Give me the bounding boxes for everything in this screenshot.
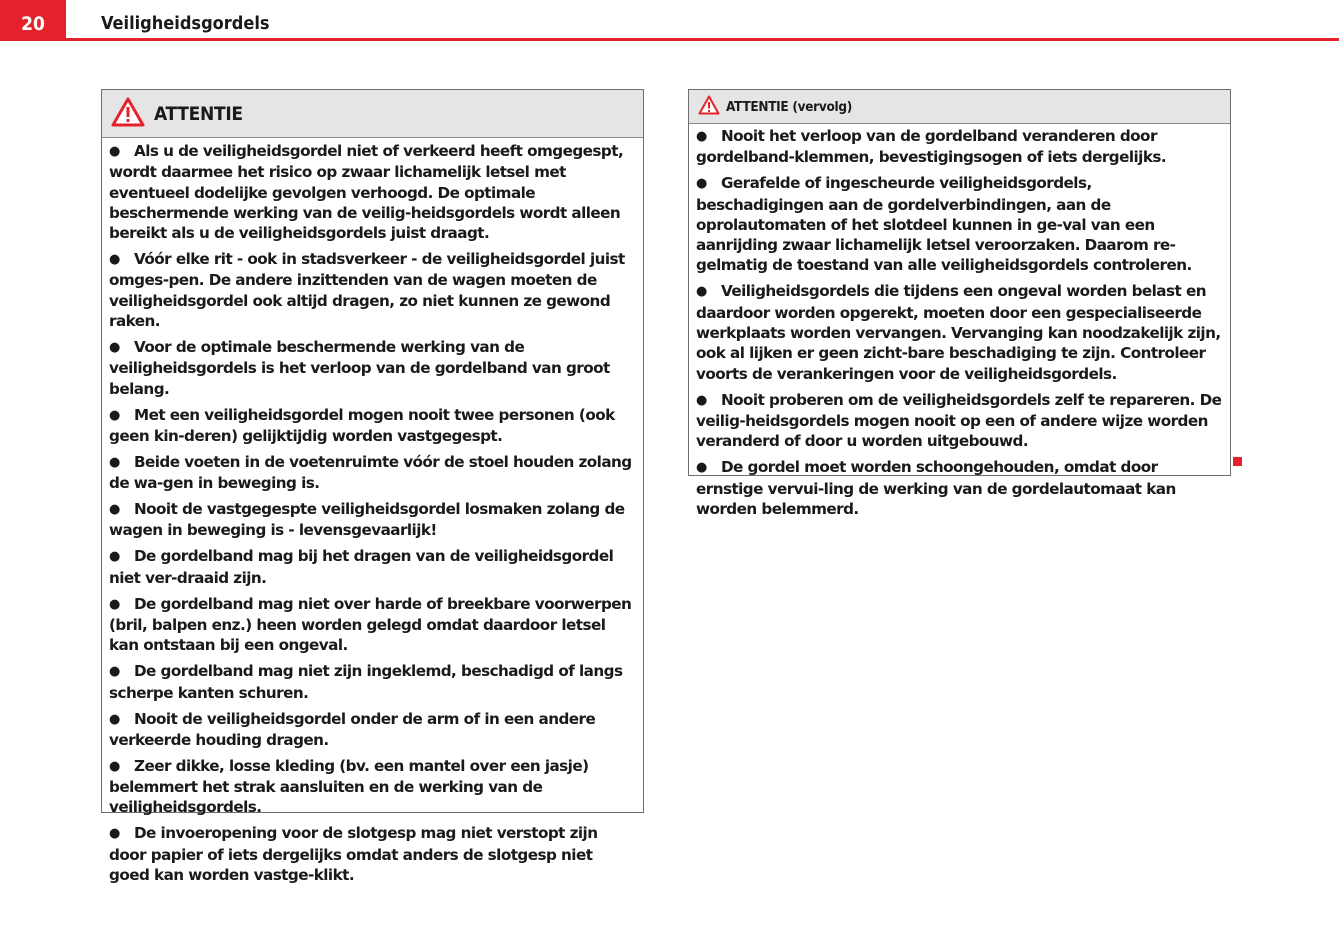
bullet-icon: ● [109, 549, 120, 565]
page-title: Veiligheidsgordels [101, 13, 270, 34]
warning-heading: ATTENTIE (vervolg) [726, 98, 852, 115]
warning-item-text: Nooit proberen om de veiligheidsgordels zelf te repareren. De veilig-heidsgordels mogen nooit op een of andere wijze worden veranderd of door u worden uitgebouwd. [696, 390, 1222, 451]
warning-item [109, 594, 636, 656]
warning-triangle-icon [111, 97, 145, 131]
warning-item-text: Nooit de vastgegespte veiligheidsgordel losmaken zolang de wagen in beweging is - levensgevaarlijk! [109, 500, 625, 540]
warning-box-left [101, 89, 644, 885]
warning-list [689, 124, 1230, 519]
warning-item-text: Veiligheidsgordels die tijdens een ongeval worden belast en daardoor worden opgerekt, moeten door een gespecialiseerde werkplaats worden vervangen. Vervanging kan noodzakelijk zijn, ook al lijken er geen zicht-bare beschadiging te zijn. Controleer voorts de verankeringen voor de veiligheidsgordels. [696, 282, 1221, 383]
warning-heading: ATTENTIE [154, 102, 243, 125]
bullet-icon: ● [696, 176, 707, 192]
warning-triangle-icon [698, 95, 720, 119]
warning-item [109, 249, 636, 331]
warning-item-text: De invoeropening voor de slotgesp mag niet verstopt zijn door papier of iets dergelijks omdat anders de slotgesp niet goed kan worden vastge-klikt. [109, 824, 598, 885]
bullet-icon: ● [109, 664, 120, 680]
warning-item-text: Beide voeten in de voetenruimte vóór de stoel houden zolang de wa-gen in beweging is. [109, 452, 632, 493]
warning-item-text: Zeer dikke, losse kleding (bv. een mantel over een jasje) belemmert het strak aansluiten en de werking van de veiligheidsgordels. [109, 756, 589, 817]
warning-item [696, 281, 1223, 383]
warning-item [109, 661, 636, 703]
warning-item [109, 452, 636, 494]
bullet-icon: ● [109, 407, 120, 423]
warning-item-text: De gordelband mag niet zijn ingeklemd, beschadigd of langs scherpe kanten schuren. [109, 662, 623, 702]
warning-item [696, 390, 1223, 452]
warning-item-text: Nooit de veiligheidsgordel onder de arm of in een andere verkeerde houding dragen. [109, 709, 596, 749]
bullet-icon: ● [109, 758, 120, 774]
bullet-icon: ● [109, 144, 120, 159]
bullet-icon: ● [696, 392, 707, 408]
warning-item [109, 499, 636, 541]
header-rule [0, 38, 1339, 41]
warning-item-text: Als u de veiligheidsgordel niet of verkeerd heeft omgegespt, wordt daarmee het risico op zwaar lichamelijk letsel met eventueel dodelijke gevolgen verhoogd. De optimale beschermende werking van de veilig-heidsgordels wordt alleen bereikt als u de veiligheidsgordels juist draagt. [109, 142, 624, 243]
warning-box-right [688, 89, 1231, 518]
warning-item [109, 823, 636, 885]
warning-header [102, 90, 643, 138]
warning-item-text: Gerafelde of ingescheurde veiligheidsgordels, beschadigingen aan de gordelverbindingen, aan de oprolautomaten of het slotdeel kunnen in ge-val van een aanrijding zwaar lichamelijk letsel veroorzaken. Daarom re-gelmatig de toestand van alle veiligheidsgordels controleren. [696, 174, 1192, 275]
bullet-icon: ● [109, 252, 120, 268]
warning-item-text: Nooit het verloop van de gordelband veranderen door gordelband-klemmen, bevestigingsogen of iets dergelijks. [696, 127, 1167, 167]
bullet-icon: ● [696, 460, 707, 476]
bullet-icon: ● [109, 826, 120, 842]
warning-item [109, 546, 636, 588]
warning-item [109, 405, 636, 447]
bullet-icon: ● [696, 129, 707, 144]
warning-item [696, 457, 1223, 519]
bullet-icon: ● [109, 711, 120, 727]
bullet-icon: ● [109, 340, 120, 356]
warning-list [102, 138, 643, 885]
warning-item-text: De gordelband mag niet over harde of breekbare voorwerpen (bril, balpen enz.) heen worden gelegd omdat daardoor letsel kan ontstaan bij een ongeval. [109, 594, 632, 655]
warning-item [109, 709, 636, 751]
warning-item [109, 337, 636, 399]
warning-item [109, 141, 636, 243]
warning-item-text: Voor de optimale beschermende werking van de veiligheidsgordels is het verloop van de gordelband van groot belang. [109, 338, 610, 398]
page-number: 20 [0, 0, 66, 41]
warning-item-text: De gordel moet worden schoongehouden, omdat door ernstige vervui-ling de werking van de gordelautomaat kan worden belemmerd. [696, 458, 1176, 518]
warning-item [109, 756, 636, 818]
bullet-icon: ● [696, 284, 707, 300]
bullet-icon: ● [109, 454, 120, 470]
warning-item-text: Vóór elke rit - ook in stadsverkeer - de veiligheidsgordel juist omges-pen. De andere inzittenden van de wagen moeten de veiligheidsgordel ook altijd dragen, zo niet kunnen ze gewond raken. [109, 250, 625, 331]
end-of-section-marker [1233, 457, 1242, 466]
warning-item [696, 173, 1223, 275]
bullet-icon: ● [109, 502, 120, 518]
warning-item-text: De gordelband mag bij het dragen van de veiligheidsgordel niet ver-draaid zijn. [109, 547, 614, 587]
bullet-icon: ● [109, 596, 120, 612]
warning-item-text: Met een veiligheidsgordel mogen nooit twee personen (ook geen kin-deren) gelijktijdig worden vastgegespt. [109, 405, 615, 445]
warning-item [696, 126, 1223, 168]
warning-header [689, 90, 1230, 124]
